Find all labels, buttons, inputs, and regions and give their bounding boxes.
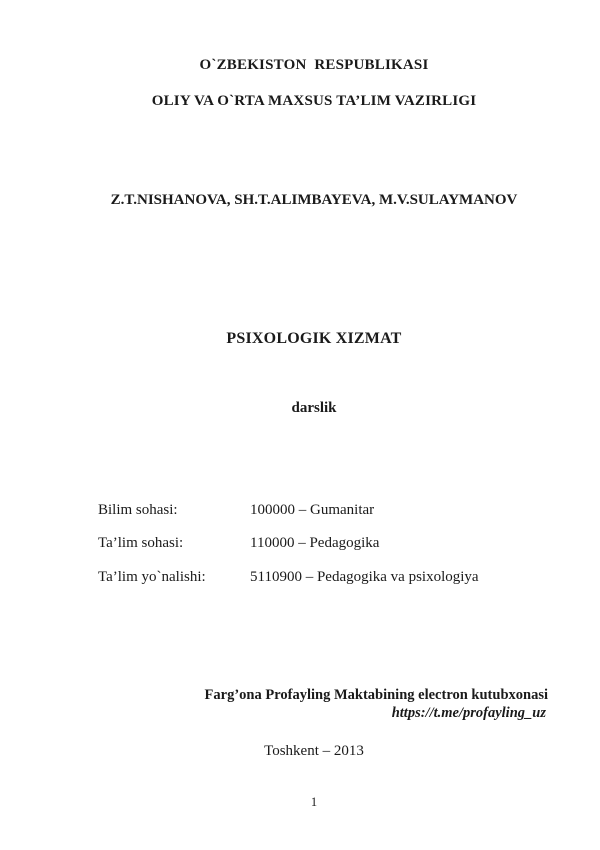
field-value-talim-yonalishi: 5110900 – Pedagogika va psixologiya	[250, 569, 479, 585]
authors-line: Z.T.NISHANOVA, SH.T.ALIMBAYEVA, M.V.SULAYMANOV	[110, 192, 518, 208]
page-number: 1	[310, 795, 318, 809]
republic-header: O`ZBEKISTON RESPUBLIKASI	[199, 57, 429, 73]
ministry-header: OLIY VA O`RTA MAXSUS TA’LIM VAZIRLIGI	[151, 93, 477, 109]
imprint-line: Toshkent – 2013	[264, 743, 364, 759]
field-label-talim-yonalishi: Ta’lim yo`nalishi:	[98, 569, 206, 585]
field-value-talim-sohasi: 110000 – Pedagogika	[250, 535, 380, 551]
book-title: PSIXOLOGIK XIZMAT	[226, 330, 402, 347]
library-name: Farg’ona Profayling Maktabining electron kutubxonasi	[204, 687, 548, 703]
field-label-talim-sohasi: Ta’lim sohasi:	[98, 535, 184, 551]
book-subtitle: darslik	[291, 400, 337, 416]
field-row	[98, 502, 568, 519]
field-label-bilim-sohasi: Bilim sohasi:	[98, 502, 178, 518]
field-value-bilim-sohasi: 100000 – Gumanitar	[250, 502, 375, 518]
library-link[interactable]: https://t.me/profayling_uz	[391, 705, 546, 721]
field-row	[98, 569, 568, 586]
field-row	[98, 535, 568, 552]
